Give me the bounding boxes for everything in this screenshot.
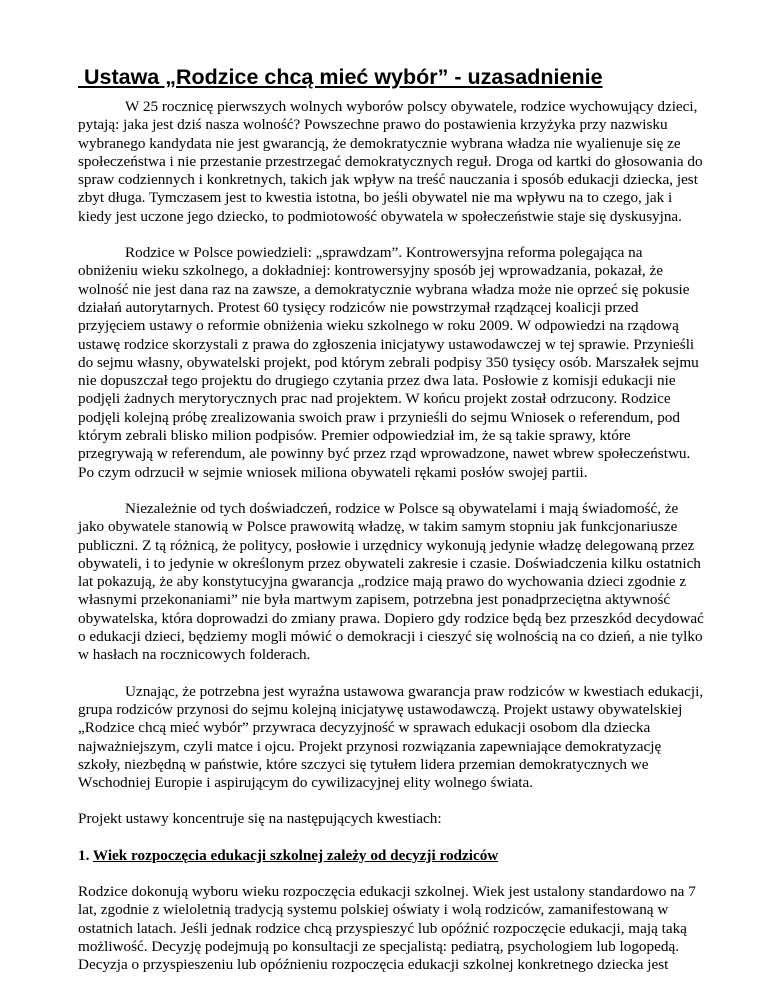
document-title: Ustawa „Rodzice chcą mieć wybór” - uzasadnienie [78, 65, 603, 89]
paragraph-initiative: Uznając, że potrzebna jest wyraźna ustawowa gwarancja praw rodziców w kwestiach edukacji, grupa rodziców przynosi do sejmu kolejną inicjatywę ustawodawczą. Projekt ustawy obywatelskiej „Rodzice chcą mieć wybór” przywraca decyzyjność w sprawach edukacji osobom dla dziecka najważniejszym, czyli matce i ojcu. Projekt przynosi rozwiązania zapewniające demokratyzację szkoły, niezbędną w państwie, które szczyci się tytułem lidera przemian demokratycznych we Wschodniej Europie i aspirującym do cywilizacyjnej elity wolnego świata. [78, 682, 704, 792]
document-page [78, 64, 706, 974]
intro-line: Projekt ustawy koncentruje się na następujących kwestiach: [78, 810, 442, 828]
paragraph-anniversary: W 25 rocznicę pierwszych wolnych wyborów polscy obywatele, rodzice wychowujący dzieci, pytają: jaka jest dziś nasza wolność? Powszechne prawo do postawienia krzyżyka przy nazwisku wybranego kandydata nie jest gwarancją, że demokratycznie wybrana władza nie wyalienuje się ze społeczeństwa i nie przestanie przestrzegać demokratycznych reguł. Droga od kartki do głosowania do spraw codziennych i konkretnych, takich jak wpływ na treść nauczania i sposób edukacji dziecka, jest zbyt długa. Tymczasem jest to kwestia istotna, bo jeśli obywatel nie ma wpływu na to czego, jak i kiedy jest uczone jego dziecko, to podmiotowość obywatela w społeczeństwie staje się dyskusyjna. [78, 98, 703, 225]
section-1-title: Wiek rozpoczęcia edukacji szkolnej zależy od decyzji rodziców [92, 846, 499, 864]
section-1-body: Rodzice dokonują wyboru wieku rozpoczęcia edukacji szkolnej. Wiek jest ustalony standardowo na 7 lat, zgodnie z wieloletnią tradycją systemu polskiej oświaty i wolą rodziców, zamanifestowaną w ostatnich latach. Jeśli jednak rodzice chcą przyspieszyć lub opóźnić rozpoczęcie edukacji, mają taką możliwość. Decyzję podejmują po konsultacji ze specjalistą: pediatrą, psychologiem lub logopedą. Decyzja o przyspieszeniu lub opóźnieniu rozpoczęcia edukacji szkolnej konkretnego dziecka jest [78, 882, 696, 974]
paragraph-citizens-authority: Niezależnie od tych doświadczeń, rodzice w Polsce są obywatelami i mają świadomość, że jako obywatele stanowią w Polsce prawowitą władzę, w takim samym stopniu jak funkcjonariusze publiczni. Z tą różnicą, że politycy, posłowie i urzędnicy wykonują jedynie władzę delegowaną przez obywateli, i to jedynie w określonym przez obywateli zakresie i czasie. Doświadczenia kilku ostatnich lat pokazują, że aby konstytucyjna gwarancja „rodzice mają prawo do wychowania dzieci zgodnie z własnymi przekonaniami” nie była martwym zapisem, potrzebna jest ponadprzeciętna aktywność obywatelska, która doprowadzi do zmiany prawa. Dopiero gdy rodzice będą bez przeszkód decydować o edukacji dzieci, będziemy mogli mówić o demokracji i cieszyć się wolnością na co dzień, a nie tylko w hasłach na rocznicowych folderach. [78, 499, 704, 664]
section-1-heading [78, 847, 706, 865]
paragraph-parents-protest: Rodzice w Polsce powiedzieli: „sprawdzam”. Kontrowersyjna reforma polegająca na obniżeniu wieku szkolnego, a dokładniej: kontrowersyjny sposób jej wprowadzania, pokazał, że wolność nie jest dana raz na zawsze, a demokratycznie wybrana władza może nie oprzeć się pokusie działań autorytarnych. Protest 60 tysięcy rodziców nie powstrzymał rządzącej koalicji przed przyjęciem ustawy o reformie obniżenia wieku szkolnego w roku 2009. W odpowiedzi na rządową ustawę rodzice skorzystali z prawa do zgłoszenia inicjatywy ustawodawczej w tej sprawie. Przynieśli do sejmu własny, obywatelski projekt, pod którym zebrali podpisy 350 tysięcy osób. Marszałek sejmu nie dopuszczał tego projektu do drugiego czytania przez dwa lata. Posłowie z komisji edukacji nie podjęli żadnych merytorycznych prac nad projektem. W końcu projekt został odrzucony. Rodzice podjęli kolejną próbę zrealizowania swoich praw i przynieśli do sejmu Wniosek o referendum, pod którym zebrali blisko milion podpisów. Premier odpowiedział im, że są takie sprawy, które przegrywają w referendum, ale powinny być przez rząd wprowadzone, nawet wbrew społeczeństwu. Po czym odrzucił w sejmie wniosek miliona obywateli rękami posłów swojej partii. [78, 244, 699, 481]
section-1-number: 1. [78, 846, 90, 864]
